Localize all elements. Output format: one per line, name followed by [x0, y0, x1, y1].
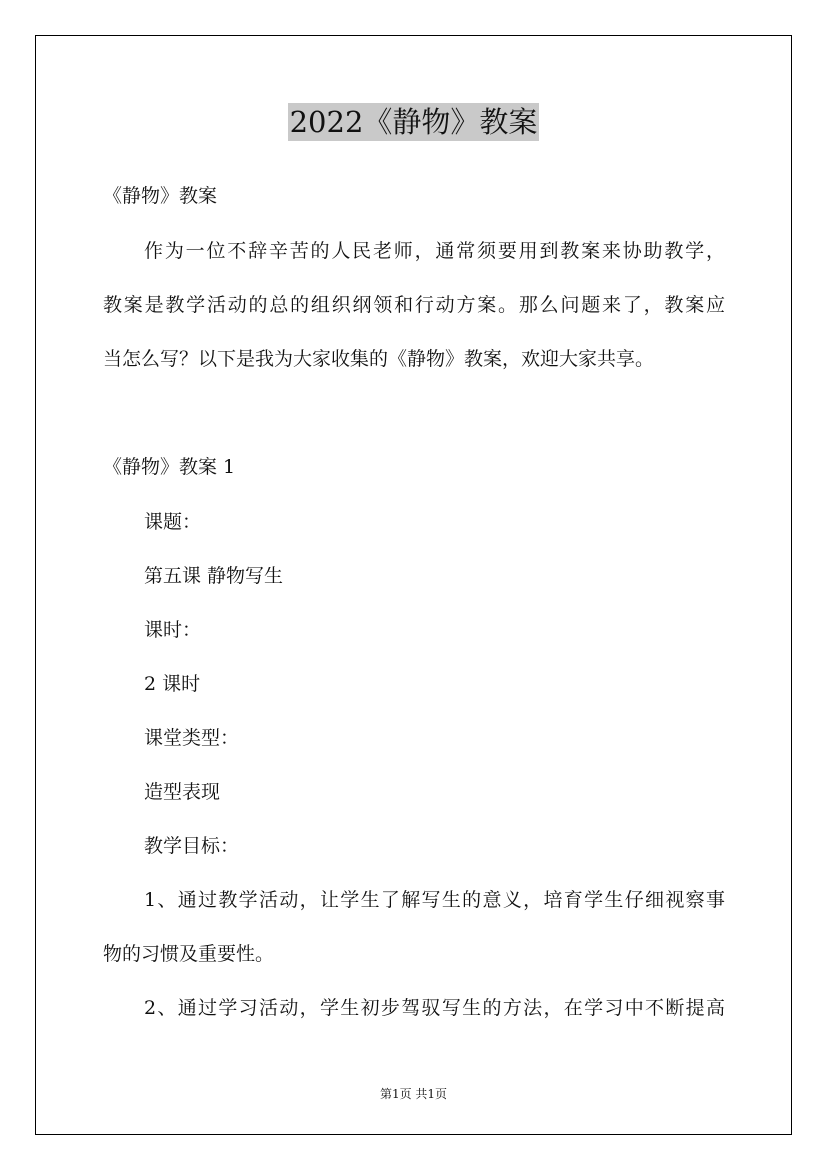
field-label-topic: 课题：: [144, 511, 202, 533]
document-title: 2022《静物》教案: [289, 105, 538, 139]
field-value-periods: 2 课时: [144, 673, 201, 695]
field-value-class-type: 造型表现: [144, 781, 221, 803]
objective-line: 物的习惯及重要性。: [103, 943, 275, 965]
paragraph-line: 当怎么写？以下是我为大家收集的《静物》教案，欢迎大家共享。: [103, 348, 655, 370]
objective-line: 2、通过学习活动，学生初步驾驭写生的方法，在学习中不断提高: [144, 997, 725, 1019]
field-label-periods: 课时：: [144, 619, 202, 641]
heading-lesson-plan: 《静物》教案: [103, 185, 218, 207]
paragraph-line: 教案是教学活动的总的组织纲领和行动方案。那么问题来了，教案应: [103, 294, 725, 316]
paragraph-line: 作为一位不辞辛苦的人民老师，通常须要用到教案来协助教学，: [144, 240, 725, 262]
field-label-objectives: 教学目标：: [144, 835, 240, 857]
objective-line: 1、通过教学活动，让学生了解写生的意义，培育学生仔细视察事: [144, 889, 725, 911]
field-value-topic: 第五课 静物写生: [144, 565, 284, 587]
document-title-container: [0, 100, 827, 141]
page-footer: 第1页 共1页: [379, 1087, 448, 1101]
field-label-class-type: 课堂类型：: [144, 727, 240, 749]
section-heading: 《静物》教案 1: [103, 456, 236, 478]
